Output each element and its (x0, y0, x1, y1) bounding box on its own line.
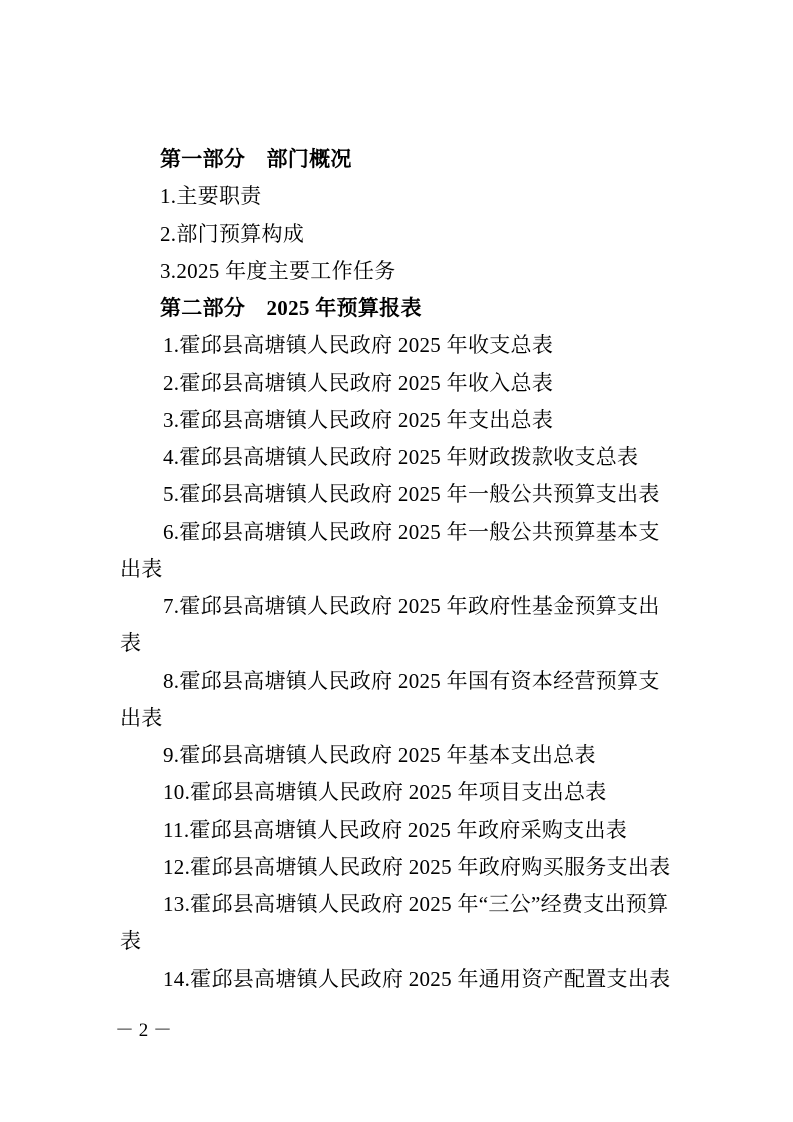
list-item-text: 1.霍邱县高塘镇人民政府 2025 年收支总表 (163, 333, 554, 358)
list-item-text: 3.霍邱县高塘镇人民政府 2025 年支出总表 (163, 407, 554, 432)
part-one-item: 1.主要职责 (160, 184, 262, 209)
list-item (120, 439, 680, 476)
list-item-continuation: 出表 (120, 556, 163, 581)
list-item (120, 737, 680, 774)
table-of-contents (120, 141, 680, 998)
list-item (120, 365, 680, 402)
list-item (120, 886, 680, 961)
list-item-continuation: 表 (120, 631, 142, 656)
list-item-text: 5.霍邱县高塘镇人民政府 2025 年一般公共预算支出表 (163, 482, 660, 507)
list-item-text: 11.霍邱县高塘镇人民政府 2025 年政府采购支出表 (163, 817, 628, 842)
list-item-text: 2.霍邱县高塘镇人民政府 2025 年收入总表 (163, 370, 554, 395)
list-item (120, 774, 680, 811)
list-item-continuation: 出表 (120, 705, 163, 730)
list-item-text: 6.霍邱县高塘镇人民政府 2025 年一般公共预算基本支 (163, 519, 660, 544)
part-two (120, 290, 680, 998)
list-item (120, 663, 680, 738)
page-number: － 2 － (115, 1020, 173, 1041)
part-two-heading: 第二部分 2025 年预算报表 (160, 296, 422, 320)
list-item (120, 402, 680, 439)
list-item (120, 849, 680, 886)
list-item-text: 4.霍邱县高塘镇人民政府 2025 年财政拨款收支总表 (163, 445, 639, 469)
list-item-text: 13.霍邱县高塘镇人民政府 2025 年“三公”经费支出预算 (163, 892, 669, 916)
list-item-text: 14.霍邱县高塘镇人民政府 2025 年通用资产配置支出表 (163, 966, 671, 991)
list-item (120, 327, 680, 364)
part-one-heading: 第一部分 部门概况 (160, 147, 352, 171)
list-item-continuation: 表 (120, 929, 142, 954)
part-one (120, 141, 680, 290)
list-item-text: 8.霍邱县高塘镇人民政府 2025 年国有资本经营预算支 (163, 668, 660, 693)
list-item (120, 812, 680, 849)
list-item-text: 12.霍邱县高塘镇人民政府 2025 年政府购买服务支出表 (163, 854, 671, 879)
list-item (120, 961, 680, 998)
list-item-text: 9.霍邱县高塘镇人民政府 2025 年基本支出总表 (163, 743, 596, 767)
list-item (120, 476, 680, 513)
part-one-item: 2.部门预算构成 (160, 221, 305, 246)
list-item (120, 588, 680, 663)
list-item-text: 10.霍邱县高塘镇人民政府 2025 年项目支出总表 (163, 780, 607, 805)
part-one-item: 3.2025 年度主要工作任务 (160, 258, 396, 283)
list-item (120, 514, 680, 589)
list-item-text: 7.霍邱县高塘镇人民政府 2025 年政府性基金预算支出 (163, 594, 660, 618)
